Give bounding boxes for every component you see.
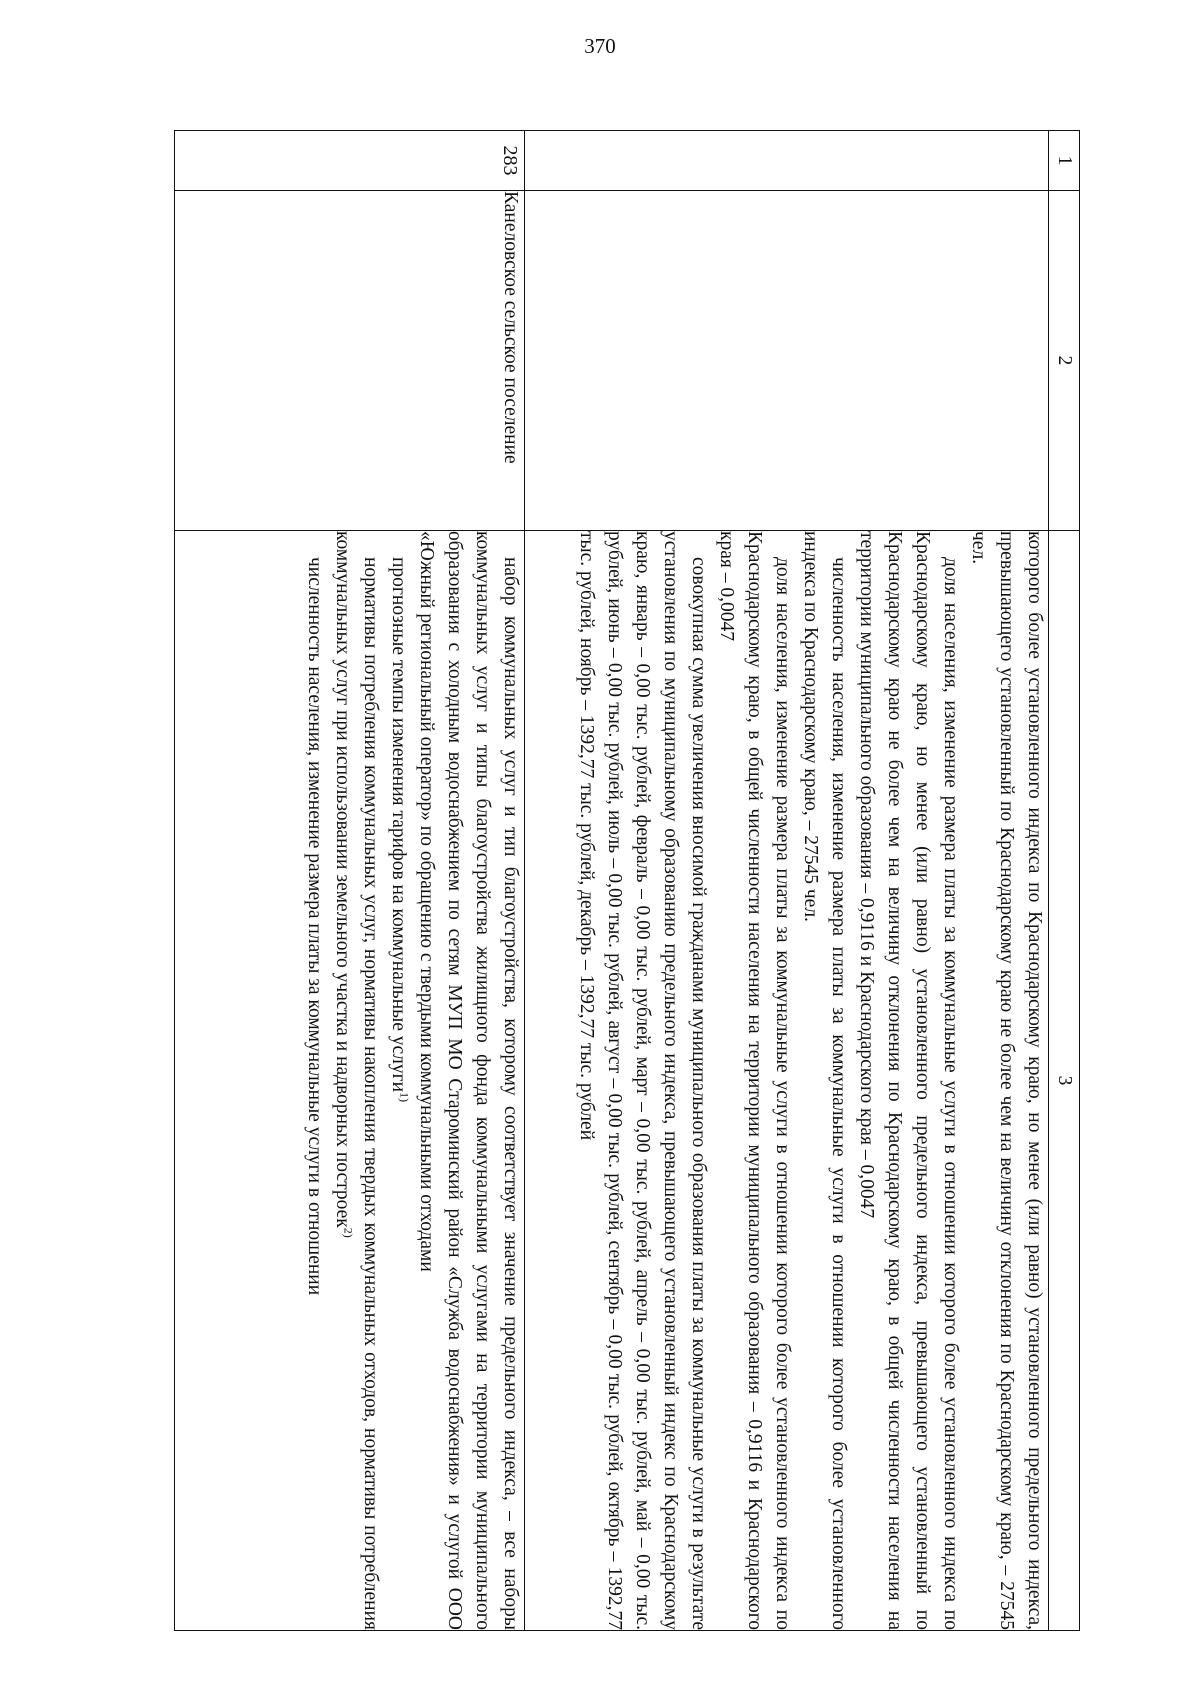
paragraph: численность населения, изменение размера платы за коммунальные услуги в отношении которого более установленного индекса по Краснодарскому краю, – 27545 чел. xyxy=(800,531,849,1630)
header-col-3: 3 xyxy=(1049,531,1080,1631)
row-number xyxy=(525,131,1049,191)
table-row xyxy=(175,131,525,1631)
settlement-name xyxy=(525,191,1049,531)
header-col-1: 1 xyxy=(1049,131,1080,191)
paragraph-text: нормативы потребления коммунальных услуг, нормативы накопления твердых коммунальных отходов, нормативы потребления коммунальных услуг при использовании земельного участка и надворных построек xyxy=(332,531,381,1630)
settlement-name: Канеловское сельское поселение xyxy=(175,191,525,531)
rotated-table-area xyxy=(175,130,1080,1630)
paragraph xyxy=(328,531,384,1630)
paragraph: доля населения, изменение размера платы за коммунальные услуги в отношении которого более установленного индекса по Краснодарскому краю, но менее (или равно) установленного предельного индекса, превышающего установленный по Краснодарскому краю не более чем на величину отклонения по Краснодарскому краю, в общей численности населения на территории муниципального образования – 0,9116 и Краснодарского края – 0,0047 xyxy=(856,531,961,1630)
paragraph: доля населения, изменение размера платы за коммунальные услуги в отношении которого более установленного индекса по Краснодарскому краю, в общей численности населения на территории муниципального образования – 0,9116 и Краснодарского края – 0,0047 xyxy=(716,531,793,1630)
page-number: 370 xyxy=(584,34,616,58)
paragraph: совокупная сумма увеличения вносимой гражданами муниципального образования платы за коммунальные услуги в результате установления по муниципальному образованию предельного индекса, превышающего установленный индекс по Краснодарскому краю, январь – 0,00 тыс. рублей, февраль – 0,00 тыс. рублей, март – 0,00 тыс. рублей, апрель – 0,00 тыс. рублей, май – 0,00 тыс. рублей, июнь – 0,00 тыс. рублей, июль – 0,00 тыс. рублей, август – 0,00 тыс. рублей, сентябрь – 0,00 тыс. рублей, октябрь – 1392,77 тыс. рублей, ноябрь – 1392,77 тыс. рублей, декабрь – 1392,77 тыс. рублей xyxy=(576,531,709,1630)
table-header-row xyxy=(1049,131,1080,1631)
paragraph-text: прогнозные темпы изменения тарифов на коммунальные услуги xyxy=(388,557,409,1093)
paragraph xyxy=(384,531,412,1630)
footnote-ref: 1) xyxy=(397,1092,412,1103)
header-col-2: 2 xyxy=(1049,191,1080,531)
row-number: 283 xyxy=(175,131,525,191)
paragraph: которого более установленного индекса по Краснодарскому краю, но менее (или равно) установленного предельного индекса, превышающего установленный по Краснодарскому краю не более чем на величину отклонения по Краснодарскому краю, – 27545 чел. xyxy=(968,531,1045,1630)
footnote-ref: 2) xyxy=(341,1227,356,1238)
description-cell xyxy=(525,531,1049,1631)
paragraph: численность населения, изменение размера платы за коммунальные услуги в отношении xyxy=(304,557,325,1296)
paragraph: набор коммунальных услуг и тип благоустройства, которому соответствует значение предельного индекса, – все наборы коммунальных услуг и типы благоустройства жилищного фонда коммунальными услугами на территории муниципального образования с холодным водоснабжением по сетям МУП МО Староминский район «Служба водоснабжения» и услугой ООО «Южный региональный оператор» по обращению с твердыми коммунальными отходами xyxy=(416,531,521,1630)
description-cell xyxy=(175,531,525,1631)
table-row xyxy=(525,131,1049,1631)
data-table xyxy=(174,130,1080,1631)
